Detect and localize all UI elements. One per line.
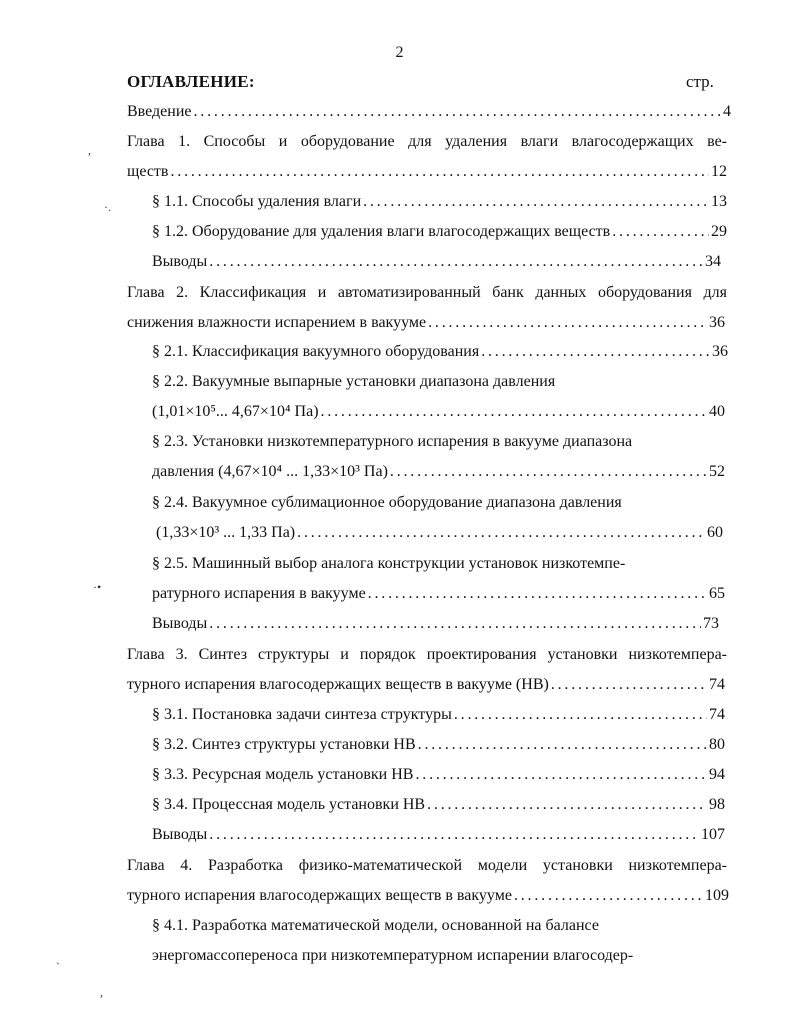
toc-entry-text: § 1.1. Способы удаления влаги [152, 193, 362, 210]
toc-entry-text: Выводы [152, 826, 208, 843]
leader-dots [368, 583, 707, 605]
toc-entry-text: § 3.3. Ресурсная модель установки НВ [152, 766, 414, 783]
leader-dots [427, 794, 707, 816]
toc-entry-text: ществ [127, 163, 169, 180]
toc-chapter-3-line2 [127, 674, 725, 696]
toc-section-2-2-line2 [152, 401, 725, 423]
toc-conclusions-3 [152, 824, 725, 846]
toc-section-3-4 [152, 794, 725, 816]
toc-entry-text: § 3.1. Постановка задачи синтеза структуры [152, 706, 452, 723]
toc-entry-text: § 3.4. Процессная модель установки НВ [152, 796, 426, 813]
toc-entry-page: 94 [709, 766, 725, 783]
leader-dots [209, 613, 701, 635]
toc-entry-page: 29 [711, 223, 727, 240]
toc-entry-text: (1,33×10³ ... 1,33 Па) [156, 524, 296, 541]
toc-entry-page: 65 [709, 585, 725, 602]
toc-entry-page: 109 [705, 887, 729, 904]
toc-conclusions-2 [152, 613, 719, 635]
toc-conclusions-1 [152, 251, 721, 273]
toc-entry-page: 98 [709, 796, 725, 813]
toc-section-1-2 [152, 221, 727, 243]
toc-entry-page: 107 [701, 826, 725, 843]
leader-dots [363, 191, 709, 213]
toc-chapter-4-line1: Глава 4. Разработка физико-математической модели установки низкотемпера- [127, 857, 727, 874]
toc-chapter-3-line1: Глава 3. Синтез структуры и порядок проектирования установки низкотемпера- [127, 646, 727, 663]
toc-title: ОГЛАВЛЕНИЕ: [127, 72, 255, 91]
toc-section-2-3-line2 [152, 461, 725, 483]
toc-entry-text: Введение [127, 103, 192, 120]
toc-entry-text: турного испарения влагосодержащих веществ в вакууме (НВ) [127, 676, 549, 693]
scan-speck: ·. [104, 200, 111, 214]
toc-chapter-2-line2 [127, 312, 725, 334]
toc-chapter-4-line2 [127, 885, 729, 907]
toc-section-2-4-line2 [156, 522, 723, 544]
toc-entry-page: 74 [709, 676, 725, 693]
toc-section-2-3-line1: § 2.3. Установки низкотемпературного испарения в вакууме диапазона [152, 433, 633, 450]
scan-speck: ·• [93, 580, 102, 594]
toc-entry-text: (1,01×10⁵... 4,67×10⁴ Па) [152, 403, 319, 420]
scan-speck: , [100, 985, 103, 999]
toc-section-4-1-line2: энергомассопереноса при низкотемпературном испарении влагосодер- [152, 947, 634, 964]
toc-entry-page: 36 [712, 343, 728, 360]
toc-section-2-4-line1: § 2.4. Вакуумное сублимационное оборудование диапазона давления [152, 494, 622, 511]
toc-entry-page: 74 [709, 706, 725, 723]
leader-dots [418, 734, 707, 756]
toc-chapter-1-line2 [127, 161, 727, 183]
toc-chapter-2-line1: Глава 2. Классификация и автоматизированный банк данных оборудования для [127, 284, 727, 301]
toc-entry-text: давления (4,67×10⁴ ... 1,33×10³ Па) [152, 463, 388, 480]
toc-section-4-1-line1: § 4.1. Разработка математической модели, основанной на балансе [152, 917, 599, 934]
toc-section-2-2-line1: § 2.2. Вакуумные выпарные установки диапазона давления [152, 373, 556, 390]
toc-section-3-1 [152, 704, 725, 726]
toc-entry-intro [127, 101, 731, 123]
leader-dots [209, 824, 699, 846]
toc-entry-page: 52 [709, 463, 725, 480]
leader-dots [209, 251, 703, 273]
toc-entry-text: Выводы [152, 615, 208, 632]
toc-entry-page: 34 [705, 253, 721, 270]
toc-entry-text: § 2.1. Классификация вакуумного оборудования [152, 343, 480, 360]
toc-section-3-2 [152, 734, 725, 756]
toc-section-1-1 [152, 191, 727, 213]
toc-entry-page: 4 [723, 103, 731, 120]
leader-dots [390, 461, 707, 483]
leader-dots [321, 401, 707, 423]
leader-dots [481, 341, 710, 363]
toc-entry-page: 73 [703, 615, 719, 632]
leader-dots [454, 704, 707, 726]
leader-dots [514, 885, 703, 907]
leader-dots [612, 221, 709, 243]
leader-dots [551, 674, 707, 696]
toc-entry-text: турного испарения влагосодержащих веществ в вакууме [127, 887, 512, 904]
toc-section-2-1 [152, 341, 728, 363]
toc-section-2-5-line2 [152, 583, 725, 605]
scan-speck: ` [56, 960, 60, 974]
leader-dots [170, 161, 709, 183]
toc-chapter-1-line1: Глава 1. Способы и оборудование для удаления влаги влагосодержащих ве- [127, 133, 727, 150]
toc-entry-text: § 1.2. Оборудование для удаления влаги влагосодержащих веществ [152, 223, 611, 240]
leader-dots [415, 764, 707, 786]
toc-entry-page: 40 [709, 403, 725, 420]
toc-section-2-5-line1: § 2.5. Машинный выбор аналога конструкции установок низкотемпе- [152, 555, 626, 572]
toc-entry-page: 36 [709, 314, 725, 331]
toc-entry-page: 60 [707, 524, 723, 541]
toc-entry-page: 13 [711, 193, 727, 210]
toc-entry-text: снижения влажности испарением в вакууме [127, 314, 427, 331]
toc-entry-text: § 3.2. Синтез структуры установки НВ [152, 736, 416, 753]
toc-section-3-3 [152, 764, 725, 786]
leader-dots [428, 312, 707, 334]
toc-entry-text: Выводы [152, 253, 208, 270]
toc-entry-page: 80 [709, 736, 725, 753]
page-column-header: стр. [686, 72, 714, 91]
leader-dots [194, 101, 722, 123]
toc-entry-page: 12 [711, 163, 727, 180]
scan-speck: , [88, 143, 91, 157]
page-number: 2 [395, 44, 404, 61]
leader-dots [297, 522, 705, 544]
toc-entry-text: ратурного испарения в вакууме [152, 585, 366, 602]
